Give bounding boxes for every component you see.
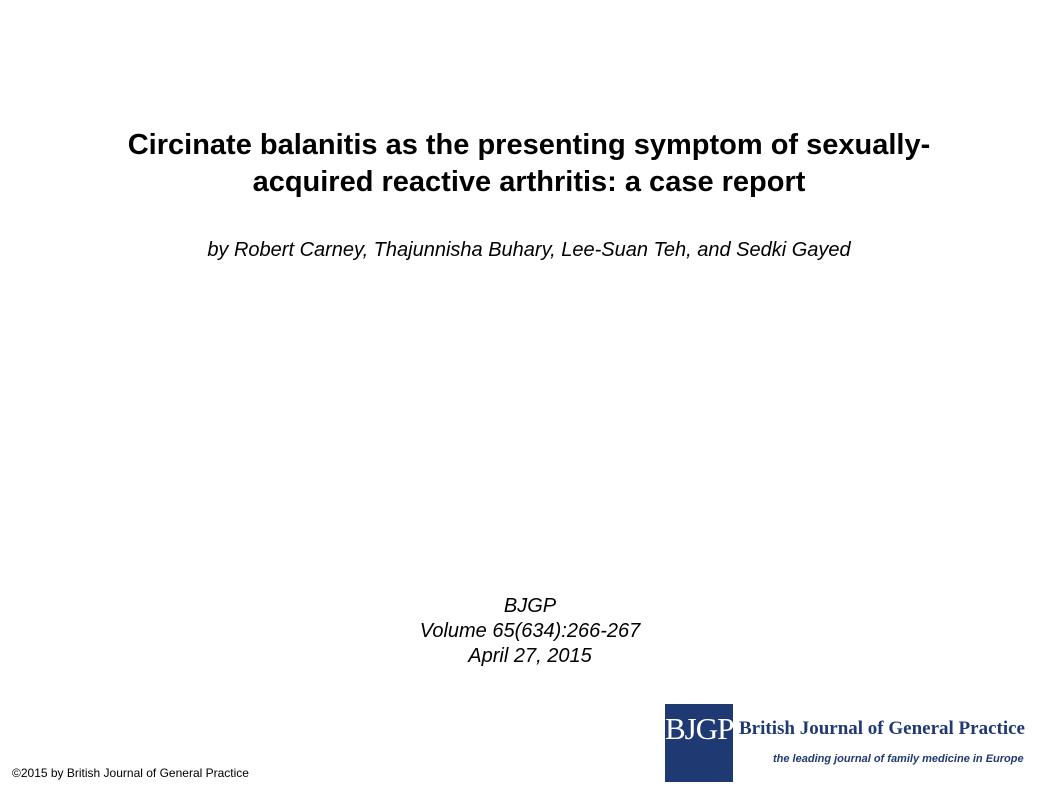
copyright-notice: ©2015 by British Journal of General Practice (12, 766, 249, 780)
journal-name: British Journal of General Practice (739, 718, 1025, 739)
slide-title (60, 127, 998, 201)
citation-volume: Volume 65(634):266-267 (419, 620, 641, 642)
author-list: by Robert Carney, Thajunnisha Buhary, Lee-Suan Teh, and Sedki Gayed (207, 239, 851, 261)
title-line-1: Circinate balanitis as the presenting symptom of sexually- (127, 129, 931, 161)
journal-tagline: the leading journal of family medicine in Europe (773, 753, 1024, 765)
citation-block (330, 594, 730, 669)
title-line-2: acquired reactive arthritis: a case report (252, 166, 806, 198)
journal-banner (665, 704, 1045, 782)
bjgp-logo: BJGP (665, 704, 733, 782)
citation-date: April 27, 2015 (468, 645, 592, 667)
citation-journal: BJGP (503, 595, 557, 617)
